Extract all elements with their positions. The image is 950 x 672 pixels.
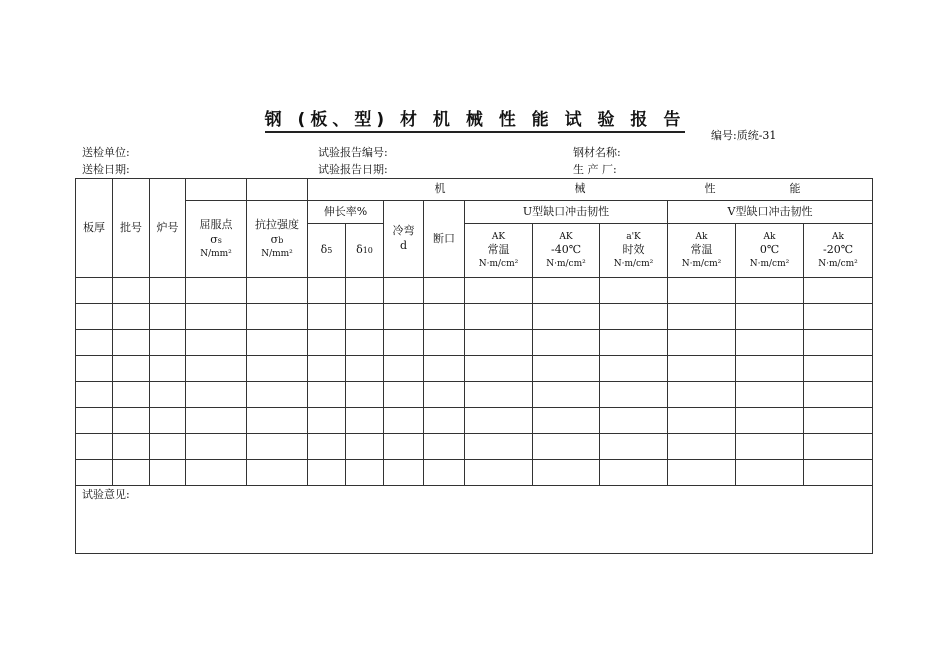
header-delta-10: δ10 — [346, 224, 384, 278]
test-comments-cell[interactable] — [76, 486, 873, 554]
table-cell[interactable] — [533, 434, 600, 460]
header-u-notch-impact: U型缺口冲击韧性 — [465, 201, 668, 224]
table-cell[interactable] — [668, 434, 736, 460]
header-v-notch-impact: V型缺口冲击韧性 — [668, 201, 873, 224]
report-table — [75, 178, 873, 554]
table-cell[interactable] — [150, 460, 186, 486]
manufacturer-label: 生 产 厂: — [573, 163, 617, 176]
header-blank-cell — [186, 179, 247, 201]
header-furnace-no: 炉号 — [150, 179, 186, 278]
table-cell[interactable] — [736, 408, 804, 434]
table-cell[interactable] — [465, 278, 533, 304]
table-cell[interactable] — [186, 408, 247, 434]
table-cell[interactable] — [186, 356, 247, 382]
table-cell[interactable] — [804, 330, 873, 356]
table-cell[interactable] — [150, 382, 186, 408]
report-number-label: 试验报告编号: — [318, 146, 388, 159]
table-cell[interactable] — [533, 356, 600, 382]
table-cell[interactable] — [76, 408, 113, 434]
table-cell[interactable] — [533, 304, 600, 330]
table-cell[interactable] — [465, 304, 533, 330]
table-cell[interactable] — [346, 278, 384, 304]
table-cell[interactable] — [113, 460, 150, 486]
table-cell[interactable] — [247, 278, 308, 304]
table-cell[interactable] — [424, 278, 465, 304]
header-mechanical-properties: 机 械 性 能 — [308, 179, 873, 201]
table-row — [76, 304, 873, 330]
header-batch-no: 批号 — [113, 179, 150, 278]
table-cell[interactable] — [150, 434, 186, 460]
table-cell[interactable] — [533, 330, 600, 356]
table-cell[interactable] — [346, 460, 384, 486]
report-title: 钢 (板、型) 材 机 械 性 能 试 验 报 告 — [0, 105, 950, 130]
table-cell[interactable] — [150, 330, 186, 356]
table-cell[interactable] — [736, 330, 804, 356]
table-cell[interactable] — [150, 408, 186, 434]
table-cell[interactable] — [346, 434, 384, 460]
table-row — [76, 408, 873, 434]
table-cell[interactable] — [384, 356, 424, 382]
table-cell[interactable] — [247, 460, 308, 486]
table-row — [76, 330, 873, 356]
table-cell[interactable] — [113, 330, 150, 356]
table-cell[interactable] — [736, 382, 804, 408]
table-cell[interactable] — [600, 460, 668, 486]
table-cell[interactable] — [76, 434, 113, 460]
table-cell[interactable] — [533, 278, 600, 304]
table-cell[interactable] — [736, 434, 804, 460]
header-cold-bend: 冷弯 d — [384, 201, 424, 278]
doc-number: 编号:质统-31 — [711, 129, 777, 142]
table-cell[interactable] — [600, 408, 668, 434]
table-cell[interactable] — [668, 408, 736, 434]
table-cell[interactable] — [668, 460, 736, 486]
table-cell[interactable] — [346, 356, 384, 382]
table-cell[interactable] — [384, 382, 424, 408]
table-cell[interactable] — [465, 408, 533, 434]
report-date-label: 试验报告日期: — [318, 163, 388, 176]
table-cell[interactable] — [384, 460, 424, 486]
table-cell[interactable] — [668, 382, 736, 408]
table-cell[interactable] — [424, 434, 465, 460]
table-cell[interactable] — [384, 408, 424, 434]
submit-unit-label: 送检单位: — [82, 146, 130, 159]
table-cell[interactable] — [113, 434, 150, 460]
table-cell[interactable] — [76, 330, 113, 356]
table-cell[interactable] — [308, 330, 346, 356]
header-fracture: 断口 — [424, 201, 465, 278]
table-cell[interactable] — [308, 304, 346, 330]
table-cell[interactable] — [424, 382, 465, 408]
table-cell[interactable] — [668, 304, 736, 330]
table-cell[interactable] — [668, 278, 736, 304]
header-yield-point: 屈服点 σs N/mm² — [186, 201, 247, 278]
table-cell[interactable] — [247, 356, 308, 382]
table-cell[interactable] — [247, 304, 308, 330]
table-cell[interactable] — [247, 330, 308, 356]
table-cell[interactable] — [600, 382, 668, 408]
table-cell[interactable] — [600, 304, 668, 330]
table-cell[interactable] — [804, 304, 873, 330]
table-cell[interactable] — [533, 408, 600, 434]
table-cell[interactable] — [465, 382, 533, 408]
table-cell[interactable] — [465, 330, 533, 356]
table-cell[interactable] — [533, 460, 600, 486]
table-cell[interactable] — [736, 304, 804, 330]
header-impact-col: Ak 常温 N·m/cm² — [668, 224, 736, 278]
table-row — [76, 434, 873, 460]
table-cell[interactable] — [308, 434, 346, 460]
table-cell[interactable] — [424, 330, 465, 356]
table-cell[interactable] — [247, 382, 308, 408]
table-cell[interactable] — [346, 304, 384, 330]
table-cell[interactable] — [186, 330, 247, 356]
table-row — [76, 460, 873, 486]
table-cell[interactable] — [804, 278, 873, 304]
table-cell[interactable] — [76, 278, 113, 304]
table-cell[interactable] — [308, 408, 346, 434]
table-cell[interactable] — [384, 434, 424, 460]
table-cell[interactable] — [600, 330, 668, 356]
submit-date-label: 送检日期: — [82, 163, 130, 176]
table-cell[interactable] — [533, 382, 600, 408]
table-cell[interactable] — [804, 382, 873, 408]
table-cell[interactable] — [668, 356, 736, 382]
table-cell[interactable] — [186, 460, 247, 486]
header-impact-col: AK 常温 N·m/cm² — [465, 224, 533, 278]
table-cell[interactable] — [186, 382, 247, 408]
table-cell[interactable] — [384, 278, 424, 304]
table-cell[interactable] — [804, 434, 873, 460]
table-cell[interactable] — [736, 278, 804, 304]
table-cell[interactable] — [600, 356, 668, 382]
header-delta-5: δ5 — [308, 224, 346, 278]
table-cell[interactable] — [736, 460, 804, 486]
table-cell[interactable] — [76, 382, 113, 408]
table-cell[interactable] — [308, 460, 346, 486]
table-cell[interactable] — [76, 304, 113, 330]
table-cell[interactable] — [247, 434, 308, 460]
table-cell[interactable] — [346, 408, 384, 434]
table-cell[interactable] — [465, 356, 533, 382]
steel-name-label: 钢材名称: — [573, 146, 621, 159]
table-row — [76, 278, 873, 304]
table-cell[interactable] — [150, 356, 186, 382]
table-cell[interactable] — [113, 382, 150, 408]
table-cell[interactable] — [600, 278, 668, 304]
table-cell[interactable] — [424, 408, 465, 434]
table-cell[interactable] — [150, 304, 186, 330]
table-cell[interactable] — [804, 460, 873, 486]
table-cell[interactable] — [346, 330, 384, 356]
table-cell[interactable] — [804, 408, 873, 434]
table-row — [76, 382, 873, 408]
table-cell[interactable] — [384, 330, 424, 356]
table-cell[interactable] — [247, 408, 308, 434]
table-cell[interactable] — [150, 278, 186, 304]
table-cell[interactable] — [113, 356, 150, 382]
table-cell[interactable] — [736, 356, 804, 382]
table-cell[interactable] — [186, 304, 247, 330]
table-cell[interactable] — [346, 382, 384, 408]
header-blank-cell — [247, 179, 308, 201]
header-tensile-strength: 抗拉强度 σb N/mm² — [247, 201, 308, 278]
table-cell[interactable] — [668, 330, 736, 356]
table-row — [76, 356, 873, 382]
header-impact-col: Ak -20℃ N·m/cm² — [804, 224, 873, 278]
table-cell[interactable] — [186, 278, 247, 304]
header-elongation: 伸长率% — [308, 201, 384, 224]
table-cell[interactable] — [308, 382, 346, 408]
table-cell[interactable] — [113, 408, 150, 434]
table-cell[interactable] — [600, 434, 668, 460]
test-comments-label: 试验意见: — [82, 488, 130, 501]
table-cell[interactable] — [424, 356, 465, 382]
table-cell[interactable] — [113, 278, 150, 304]
header-impact-col: a'K 时效 N·m/cm² — [600, 224, 668, 278]
table-cell[interactable] — [424, 304, 465, 330]
table-cell[interactable] — [76, 356, 113, 382]
header-impact-col: AK -40℃ N·m/cm² — [533, 224, 600, 278]
table-cell[interactable] — [424, 460, 465, 486]
table-cell[interactable] — [465, 460, 533, 486]
table-cell[interactable] — [186, 434, 247, 460]
header-plate-thickness: 板厚 — [76, 179, 113, 278]
table-cell[interactable] — [308, 356, 346, 382]
table-cell[interactable] — [465, 434, 533, 460]
table-cell[interactable] — [113, 304, 150, 330]
table-cell[interactable] — [76, 460, 113, 486]
table-cell[interactable] — [384, 304, 424, 330]
header-impact-col: Ak 0℃ N·m/cm² — [736, 224, 804, 278]
table-cell[interactable] — [804, 356, 873, 382]
table-cell[interactable] — [308, 278, 346, 304]
